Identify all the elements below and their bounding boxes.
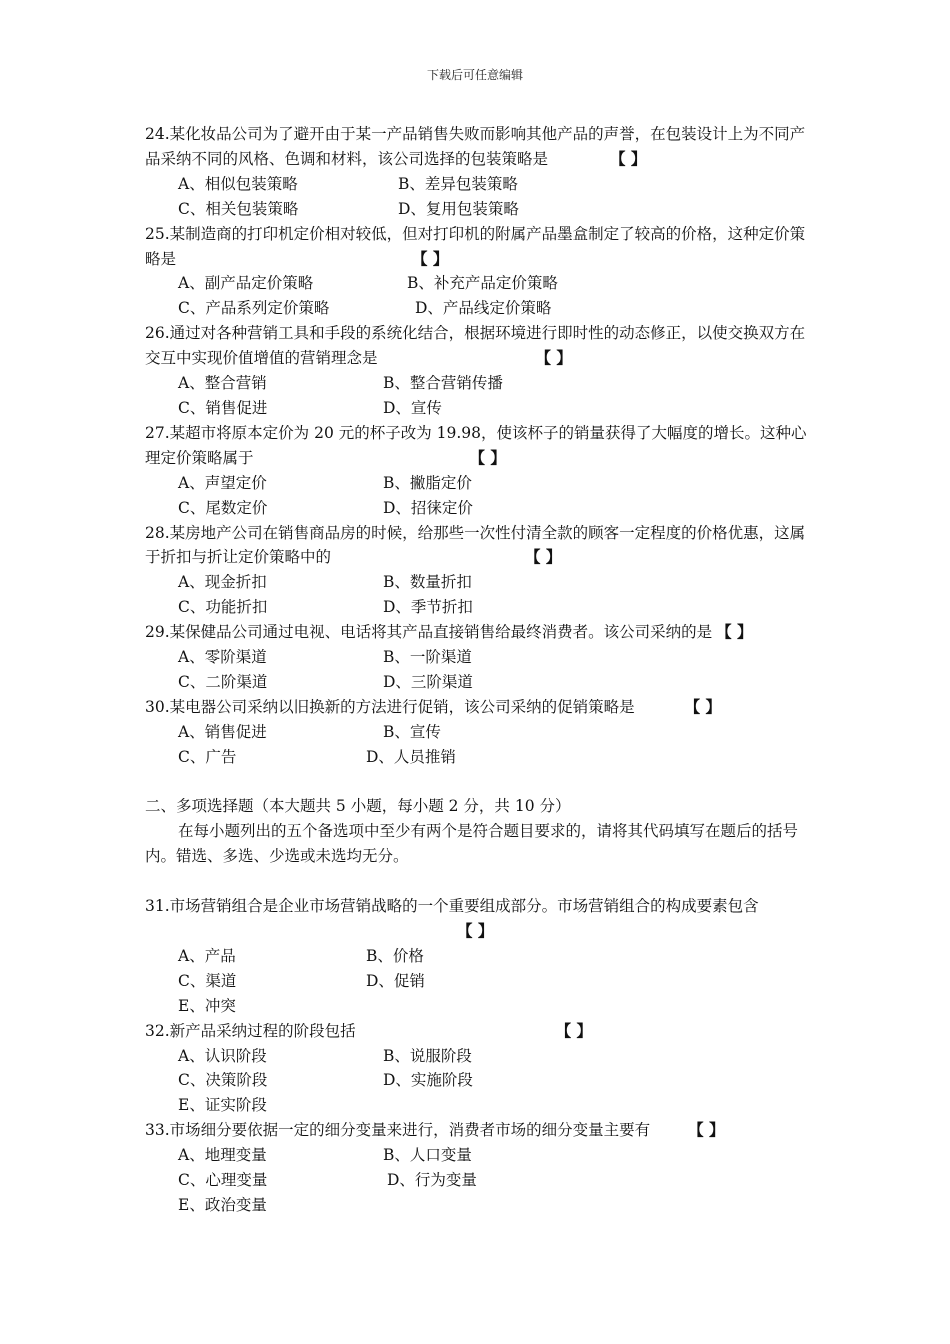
option-c: C、产品系列定价策略	[178, 299, 330, 318]
option-b: B、一阶渠道	[383, 648, 472, 667]
option-b: B、撇脂定价	[383, 473, 472, 492]
options	[178, 720, 817, 770]
section-2-title: 二、多项选择题（本大题共 5 小题，每小题 2 分，共 10 分）	[145, 797, 571, 816]
question-text: 31.市场营销组合是企业市场营销战略的一个重要组成部分。市场营销组合的构成要素包含	[145, 897, 759, 916]
option-b: B、价格	[366, 946, 424, 965]
question-text: 25.某制造商的打印机定价相对较低，但对打印机的附属产品墨盒制定了较高的价格，这种定价策略是	[145, 224, 806, 268]
answer-bracket: 【 】	[457, 920, 494, 940]
option-d: D、人员推销	[366, 747, 456, 766]
option-d: D、宣传	[383, 398, 442, 417]
options	[178, 1143, 817, 1218]
answer-bracket: 【 】	[716, 622, 753, 642]
question-33	[145, 1118, 817, 1218]
option-a: A、相似包装策略	[178, 174, 298, 193]
option-c: C、相关包装策略	[178, 199, 299, 218]
question-text: 30.某电器公司采纳以旧换新的方法进行促销，该公司采纳的促销策略是	[145, 697, 635, 716]
question-text: 29.某保健品公司通过电视、电话将其产品直接销售给最终消费者。该公司采纳的是	[145, 623, 713, 642]
option-c: C、销售促进	[178, 398, 268, 417]
options	[178, 172, 817, 222]
question-27	[145, 421, 817, 521]
option-b: B、差异包装策略	[398, 174, 518, 193]
option-b: B、说服阶段	[383, 1046, 472, 1065]
option-b: B、数量折扣	[383, 573, 472, 592]
question-text: 26.通过对各种营销工具和手段的系统化结合，根据环境进行即时性的动态修正，以使交换双方在交互中实现价值增值的营销理念是	[145, 324, 806, 368]
option-b: B、人口变量	[383, 1146, 472, 1165]
option-c: C、心理变量	[178, 1171, 268, 1190]
option-e: E、证实阶段	[178, 1096, 267, 1115]
options	[178, 570, 817, 620]
option-a: A、认识阶段	[178, 1046, 267, 1065]
options	[178, 471, 817, 521]
option-c: C、决策阶段	[178, 1071, 268, 1090]
option-b: B、整合营销传播	[383, 374, 503, 393]
option-d: D、季节折扣	[383, 598, 473, 617]
question-32	[145, 1019, 817, 1119]
answer-bracket: 【 】	[469, 447, 506, 467]
option-a: A、产品	[178, 946, 236, 965]
question-text: 33.市场细分要依据一定的细分变量来进行，消费者市场的细分变量主要有	[145, 1121, 651, 1140]
question-30	[145, 695, 817, 770]
question-25	[145, 222, 817, 322]
options	[178, 1044, 817, 1119]
question-text: 28.某房地产公司在销售商品房的时候，给那些一次性付清全款的顾客一定程度的价格优惠，这属于折扣与折让定价策略中的	[145, 523, 806, 567]
question-24	[145, 122, 817, 222]
question-29	[145, 620, 817, 695]
question-26	[145, 321, 817, 421]
option-a: A、整合营销	[178, 374, 267, 393]
exam-content	[145, 122, 817, 1218]
options	[178, 271, 817, 321]
option-d: D、行为变量	[387, 1171, 477, 1190]
answer-bracket: 【 】	[525, 547, 562, 567]
option-c: C、广告	[178, 747, 237, 766]
option-c: C、二阶渠道	[178, 672, 268, 691]
option-d: D、产品线定价策略	[415, 299, 552, 318]
option-d: D、三阶渠道	[383, 672, 473, 691]
option-e: E、政治变量	[178, 1195, 267, 1214]
option-e: E、冲突	[178, 996, 236, 1015]
question-28	[145, 521, 817, 621]
question-31	[145, 894, 817, 1019]
option-b: B、宣传	[383, 722, 441, 741]
option-d: D、招徕定价	[383, 498, 473, 517]
option-a: A、副产品定价策略	[178, 274, 314, 293]
answer-bracket: 【 】	[412, 248, 449, 268]
spacer	[145, 770, 817, 795]
options	[178, 645, 817, 695]
answer-bracket: 【 】	[610, 148, 647, 168]
options	[178, 944, 817, 1019]
question-text: 32.新产品采纳过程的阶段包括	[145, 1021, 356, 1040]
answer-bracket: 【 】	[688, 1120, 725, 1140]
option-a: A、现金折扣	[178, 573, 267, 592]
options	[178, 371, 817, 421]
spacer	[145, 869, 817, 894]
section-2-instruction: 在每小题列出的五个备选项中至少有两个是符合题目要求的，请将其代码填写在题后的括号内。错选、多选、少选或未选均无分。	[145, 822, 799, 866]
option-d: D、复用包装策略	[398, 199, 519, 218]
option-b: B、补充产品定价策略	[407, 274, 558, 293]
option-a: A、声望定价	[178, 473, 267, 492]
option-d: D、促销	[366, 971, 425, 990]
option-a: A、地理变量	[178, 1146, 267, 1165]
option-a: A、销售促进	[178, 722, 267, 741]
answer-bracket: 【 】	[555, 1020, 593, 1040]
page-header: 下载后可任意编辑	[426, 68, 523, 82]
answer-bracket: 【 】	[535, 348, 572, 368]
option-c: C、尾数定价	[178, 498, 268, 517]
option-a: A、零阶渠道	[178, 648, 267, 667]
option-d: D、实施阶段	[383, 1071, 473, 1090]
question-text: 24.某化妆品公司为了避开由于某一产品销售失败而影响其他产品的声誉，在包装设计上为不同产品采纳不同的风格、色调和材料，该公司选择的包装策略是	[145, 125, 806, 168]
answer-bracket: 【 】	[684, 696, 722, 716]
option-c: C、渠道	[178, 971, 237, 990]
option-c: C、功能折扣	[178, 598, 268, 617]
question-text: 27.某超市将原本定价为 20 元的杯子改为 19.98，使该杯子的销量获得了大幅度的增长。这种心理定价策略属于	[145, 423, 807, 467]
